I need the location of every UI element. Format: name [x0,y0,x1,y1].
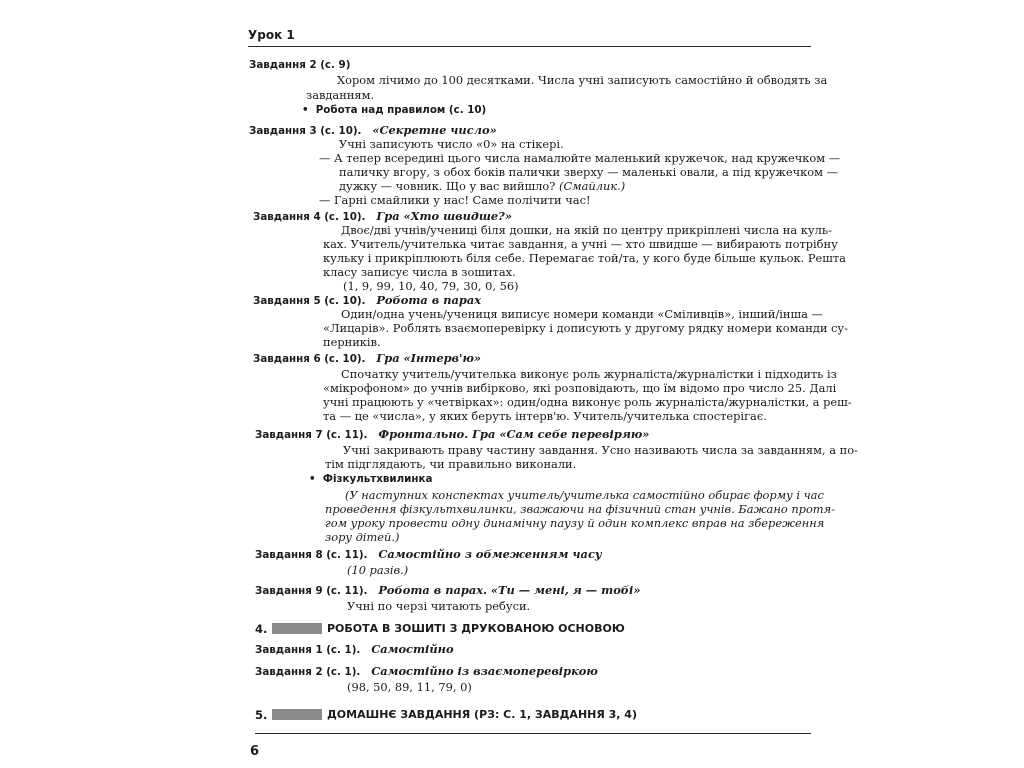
text-line: Спочатку учитель/учителька виконує роль журналіста/журналістки і підходить із [341,367,837,381]
smile-note: (Смайлик.) [559,179,626,193]
text-line: — Гарні смайлики у нас! Саме полічити час! [319,193,591,207]
task-7-title: Фронтально. Гра «Сам себе перевіряю» [378,427,650,441]
task-6-title: Гра «Інтерв'ю» [376,351,482,365]
task-7-heading [255,427,649,442]
text-line: проведення фізкультхвилинки, зважаючи на фізичний стан учнів. Бажано протя- [325,502,835,516]
task-4-heading [253,209,512,224]
task-6-heading [253,351,481,366]
text-span: дужку — човник. Що у вас вийшло? [339,179,556,193]
text-line: зору дітей.) [325,530,400,544]
text-line: (У наступних конспектах учитель/учителька самостійно обирає форму і час [345,488,824,502]
text-line: учні працюють у «четвірках»: один/одна виконує роль журналіста/журналістки, а реш- [323,395,852,409]
task-6-label: Завдання 6 (с. 10). [253,353,366,365]
time-note: (10 разів.) [347,563,409,577]
workbook-task-2-title: Самостійно із взаємоперевіркою [371,664,598,678]
bullet-label: Фізкультхвилинка [322,473,433,485]
section-5-number: 5. [255,708,268,722]
workbook-task-1-heading [255,642,454,657]
text-line: Учні записують число «0» на стікері. [339,137,564,151]
text-line: кульку і прикріплюють біля себе. Перемагає той/та, у кого буде більше кульок. Решта [323,251,846,265]
header-rule [248,46,811,47]
text-line: перників. [323,335,381,349]
text-line: — А тепер всередині цього числа намалюйте маленький кружечок, над кружечком — [319,151,841,165]
task-7-label: Завдання 7 (с. 11). [255,429,368,441]
lesson-title: Урок 1 [248,28,295,42]
task-9-heading [255,583,640,598]
workbook-task-1-title: Самостійно [371,642,454,656]
text-line: завданням. [306,88,375,102]
task-5-label: Завдання 5 (с. 10). [253,295,366,307]
section-5-title: ДОМАШНЄ ЗАВДАННЯ (РЗ: С. 1, ЗАВДАННЯ 3, 4) [327,708,637,721]
task-8-title: Самостійно з обмеженням часу [378,547,602,561]
text-line: ках. Учитель/учителька читає завдання, а учні — хто швидше — вибирають потрібну [323,237,838,251]
task-9-label: Завдання 9 (с. 11). [255,585,368,597]
text-line: «Лицарів». Роблять взаємоперевірку і дописують у другому рядку номери команди су- [323,321,848,335]
text-line: Двоє/дві учнів/учениці біля дошки, на якій по центру прикріплені числа на куль- [341,223,832,237]
section-4-title: РОБОТА В ЗОШИТІ З ДРУКОВАНОЮ ОСНОВОЮ [327,622,625,635]
footer-rule [255,733,811,734]
text-line: Учні по черзі читають ребуси. [347,599,531,613]
text-line: Один/одна учень/учениця виписує номери команди «Сміливців», інший/інша — [341,307,823,321]
text-line: Хором лічимо до 100 десятками. Числа учні записують самостійно й обводять за [337,73,828,87]
task-3-title: «Секретне число» [372,123,497,137]
text-line: Учні закривають праву частину завдання. Усно називають числа за завданням, а по- [343,443,858,457]
text-line-with-note [339,179,625,193]
text-line: гом уроку провести одну динамічну паузу й один комплекс вправ на збереження [325,516,825,530]
number-list: (1, 9, 99, 10, 40, 79, 30, 0, 56) [343,279,519,293]
text-line: класу записує числа в зошитах. [323,265,516,279]
workbook-task-2-label: Завдання 2 (с. 1). [255,666,361,678]
task-8-label: Завдання 8 (с. 11). [255,549,368,561]
page-number: 6 [250,744,260,759]
task-9-title: Робота в парах. «Ти — мені, я — тобі» [378,583,641,597]
workbook-task-1-label: Завдання 1 (с. 1). [255,644,361,656]
task-8-heading [255,547,602,562]
section-4-number: 4. [255,622,268,636]
bullet-fizkult: • Фізкультхвилинка [309,473,433,485]
text-line: тім підглядають, чи правильно виконали. [325,457,577,471]
text-line: «мікрофоном» до учнів вибірково, які розповідають, що їм відомо про число 25. Далі [323,381,837,395]
section-5-bar [272,709,322,720]
section-4-bar [272,623,322,634]
task-4-label: Завдання 4 (с. 10). [253,211,366,223]
number-list: (98, 50, 89, 11, 79, 0) [347,680,472,694]
task-3-heading [249,123,497,138]
task-3-label: Завдання 3 (с. 10). [249,125,362,137]
workbook-task-2-heading [255,664,598,679]
text-line: та — це «числа», у яких беруть інтерв'ю. Учитель/учителька спостерігає. [323,409,767,423]
task-5-heading [253,293,481,308]
task-2-p9-label: Завдання 2 (с. 9) [249,59,351,71]
text-line [347,563,408,577]
task-4-title: Гра «Хто швидше?» [376,209,512,223]
bullet-label: Робота над правилом (с. 10) [315,104,487,116]
task-5-title: Робота в парах [376,293,481,307]
text-line: паличку вгору, з обох боків палички зверху — маленькі овали, а під кружечком — [339,165,839,179]
bullet-rule-work: • Робота над правилом (с. 10) [302,104,487,116]
